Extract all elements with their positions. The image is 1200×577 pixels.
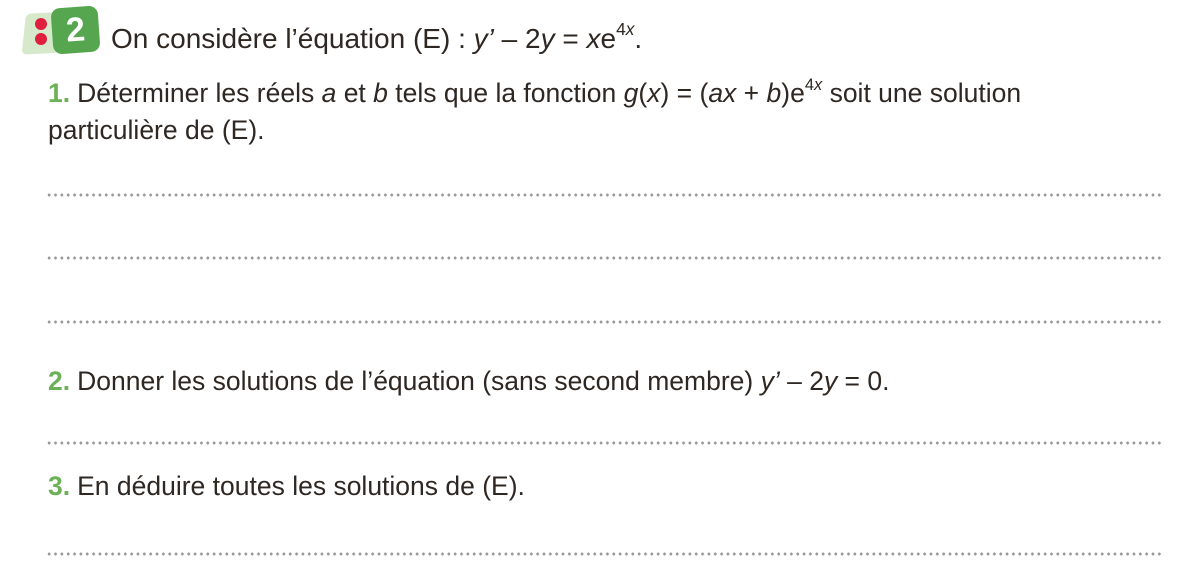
exercise-statement: [111, 21, 642, 57]
math-b: b: [766, 78, 782, 108]
question-1-number: 1.: [48, 78, 71, 108]
math-y-prime: y’: [473, 23, 494, 54]
answer-dotted-line: [46, 192, 1164, 198]
math-exponent: 4x: [804, 75, 823, 94]
question-2-text: Donner les solutions de l’équation (sans second membre): [77, 366, 761, 396]
question-3-number: 3.: [48, 471, 71, 501]
question-3: [48, 468, 1160, 505]
math-x: x: [586, 23, 601, 54]
statement-period: .: [634, 23, 643, 54]
math-y: y: [540, 23, 555, 54]
math-x: x: [647, 78, 661, 108]
exercise-number-badge: [50, 5, 100, 54]
math-b: b: [373, 78, 388, 108]
math-y: y: [823, 366, 838, 396]
question-2-number: 2.: [48, 366, 71, 396]
answer-dotted-line: [46, 551, 1164, 557]
question-2: [48, 363, 1160, 400]
answer-dotted-line: [46, 319, 1164, 325]
math-minus-2: – 2: [493, 23, 541, 54]
answer-dotted-line: [46, 255, 1164, 261]
exercise-number: 2: [64, 9, 87, 50]
red-dot-icon: [35, 18, 47, 30]
math-equals: =: [554, 23, 587, 54]
statement-text: On considère l’équation (E) :: [111, 23, 474, 54]
question-1-text: Déterminer les réels: [77, 78, 322, 108]
red-dot-icon: [35, 33, 47, 45]
math-exponent: 4x: [616, 19, 635, 40]
math-a: a: [321, 78, 337, 108]
question-1-text-line2: particulière de (E).: [48, 115, 265, 145]
exercise-badge: [20, 4, 108, 58]
math-ax: ax: [708, 78, 737, 108]
question-1: 1. Déterminer les réels a et b tels que la fonction $g(x) = (ax + b)e^{4x}$ soit une solution particulière de (E).: [48, 75, 1022, 145]
math-y-prime: y’: [760, 366, 780, 396]
math-g: g: [623, 78, 639, 108]
math-minus-2: – 2: [779, 366, 824, 396]
question-3-text: En déduire toutes les solutions de (E).: [77, 471, 525, 501]
math-e: e: [790, 78, 805, 108]
math-e: e: [600, 23, 617, 54]
math-equals-zero: = 0.: [837, 366, 890, 396]
answer-dotted-line: [46, 440, 1164, 446]
